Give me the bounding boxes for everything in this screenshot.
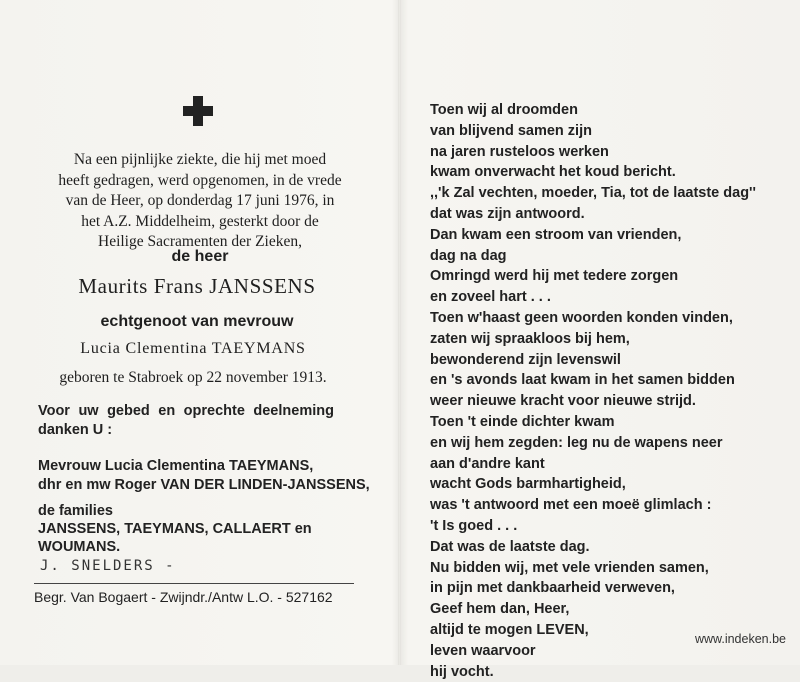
poem-line: hij vocht. (430, 663, 494, 680)
thanks-word: gebed (107, 403, 150, 419)
poem-line: Toen wij al droomden (430, 102, 578, 118)
poem-line: kwam onverwacht het koud bericht. (430, 164, 676, 181)
intro-line: Heilige Sacramenten der Zieken, (98, 233, 302, 250)
cross-icon (183, 96, 213, 126)
mourner-line: Mevrouw Lucia Clementina TAEYMANS, (38, 458, 314, 474)
poem-line: dag na dag (430, 247, 507, 264)
poem-line: dat was zijn antwoord. (430, 205, 585, 222)
poem-line: aan d'andre kant (430, 455, 545, 472)
poem-line: zaten wij spraakloos bij hem, (430, 330, 630, 347)
intro-text (34, 150, 366, 253)
families-line: JANSSENS, TAEYMANS, CALLAERT en (38, 521, 312, 537)
poem-line: van blijvend samen zijn (430, 122, 592, 139)
poem-line: Omringd werd hij met tedere zorgen (430, 268, 679, 285)
families-intro: de families (38, 503, 113, 519)
poem-line: Geef hem dan, Heer, (430, 601, 570, 618)
thanks-word: oprechte (183, 403, 245, 419)
poem (430, 100, 790, 682)
thanks-word: Voor (38, 403, 70, 419)
poem-line: leven waarvoor (430, 642, 536, 659)
watermark: www.indeken.be (694, 632, 786, 646)
intro-line: heeft gedragen, werd opgenomen, in de vrede (58, 171, 342, 189)
poem-line: Toen w'haast geen woorden konden vinden, (430, 309, 733, 326)
poem-line: altijd te mogen LEVEN, (430, 621, 589, 638)
birth-line: geboren te Stabroek op 22 november 1913. (59, 369, 327, 386)
spouse-name: Lucia Clementina TAEYMANS (80, 340, 306, 357)
poem-line: 't Is goed . . . (430, 517, 518, 534)
printer-line: Begr. Van Bogaert - Zwijndr./Antw L.O. - 527162 (34, 589, 333, 605)
deceased-name: Maurits Frans JANSSENS (78, 274, 316, 298)
intro-line: van de Heer, op donderdag 17 juni 1976, in (65, 192, 335, 209)
families-line: WOUMANS. (38, 539, 121, 555)
thanks-word: deelneming (253, 403, 334, 419)
intro-line: het A.Z. Middelheim, gesterkt door de (81, 212, 319, 230)
thanks-word: uw (78, 403, 99, 419)
thanks-block (38, 402, 334, 440)
poem-line: Nu bidden wij, met vele vrienden samen, (430, 559, 709, 576)
handwritten-stamp: J. SNELDERS - (40, 558, 176, 574)
poem-line: Dat was de laatste dag. (430, 538, 590, 555)
poem-line: Toen 't einde dichter kwam (430, 413, 615, 430)
card-fold (398, 0, 401, 665)
poem-line: weer nieuwe kracht voor nieuwe strijd. (430, 393, 696, 410)
spouse-intro: echtgenoot van mevrouw (100, 313, 294, 330)
intro-line: Na een pijnlijke ziekte, die hij met moed (73, 151, 327, 168)
poem-line: na jaren rusteloos werken (430, 143, 609, 160)
poem-line: ,,'k Zal vechten, moeder, Tia, tot de laatste dag'' (430, 185, 756, 202)
poem-line: was 't antwoord met een moeë glimlach : (430, 497, 712, 514)
thanks-word: en (158, 403, 176, 419)
thanks-line (38, 402, 334, 421)
divider (34, 583, 354, 584)
poem-line: wacht Gods barmhartigheid, (430, 476, 626, 493)
thanks-line: danken U : (38, 422, 113, 438)
title-de-heer: de heer (171, 248, 229, 265)
poem-line: en zoveel hart . . . (430, 289, 551, 306)
poem-line: Dan kwam een stroom van vrienden, (430, 226, 682, 243)
poem-line: en 's avonds laat kwam in het samen bidden (430, 372, 735, 389)
mourner-line: dhr en mw Roger VAN DER LINDEN-JANSSENS, (38, 477, 370, 493)
poem-line: in pijn met dankbaarheid verweven, (430, 580, 675, 597)
poem-line: en wij hem zegden: leg nu de wapens neer (430, 434, 723, 451)
poem-line: bewonderend zijn levenswil (430, 351, 621, 368)
